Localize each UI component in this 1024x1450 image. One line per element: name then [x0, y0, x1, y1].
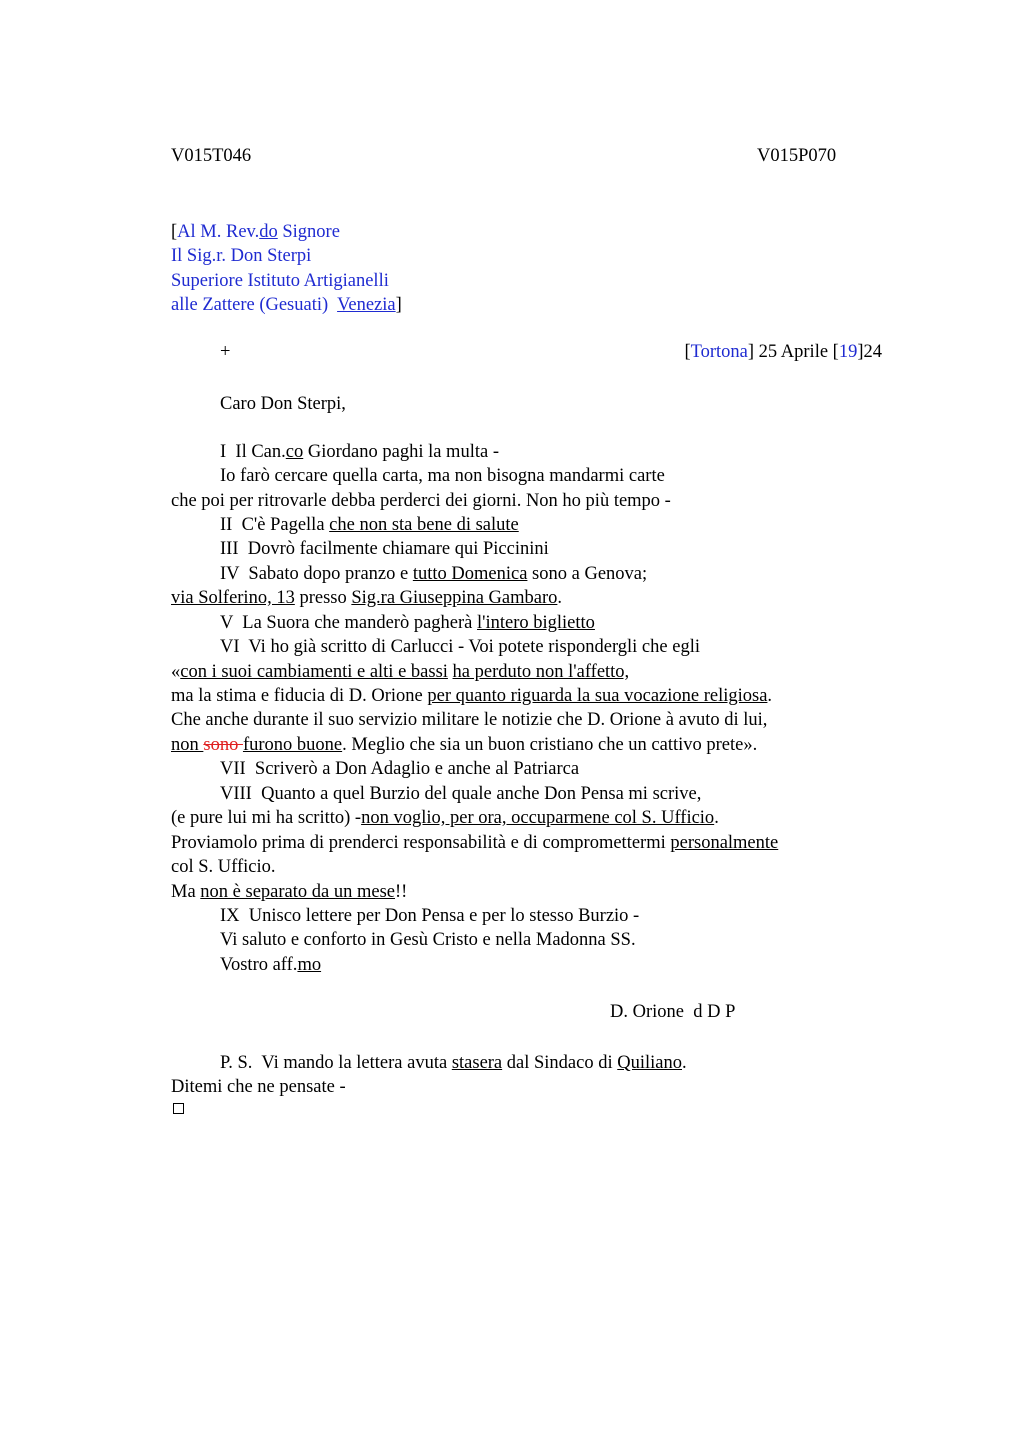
- body-line: V La Suora che manderò pagherà l'intero biglietto: [220, 613, 595, 633]
- body-line: VIII Quanto a quel Burzio del quale anche Don Pensa mi scrive,: [220, 784, 702, 804]
- signature: D. Orione d D P: [610, 1002, 736, 1022]
- body-line: VI Vi ho già scritto di Carlucci - Voi potete rispondergli che egli: [220, 637, 700, 657]
- body-line: col S. Ufficio.: [171, 857, 276, 877]
- closing-line: Vostro aff.mo: [220, 955, 322, 975]
- address-line-3: Superiore Istituto Artigianelli: [171, 271, 389, 291]
- cross-symbol: +: [220, 342, 231, 362]
- body-line: III Dovrò facilmente chiamare qui Piccinini: [220, 539, 549, 559]
- body-line: Vi saluto e conforto in Gesù Cristo e nella Madonna SS.: [220, 930, 636, 950]
- body-line: I Il Can.co Giordano paghi la multa -: [220, 442, 499, 462]
- body-line: non sono furono buone. Meglio che sia un buon cristiano che un cattivo prete».: [171, 735, 758, 755]
- body-line: Proviamolo prima di prenderci responsabilità e di compromettermi personalmente: [171, 833, 779, 853]
- struck-word: sono: [203, 735, 243, 755]
- body-line: (e pure lui mi ha scritto) -non voglio, per ora, occuparmene col S. Ufficio.: [171, 808, 719, 828]
- body-line: Io farò cercare quella carta, ma non bisogna mandarmi carte: [220, 466, 665, 486]
- body-line: ma la stima e fiducia di D. Orione per quanto riguarda la sua vocazione religiosa.: [171, 686, 773, 706]
- address-line-4: alle Zattere (Gesuati) Venezia]: [171, 295, 402, 315]
- body-line: Che anche durante il suo servizio militare le notizie che D. Orione à avuto di lui,: [171, 710, 768, 730]
- postscript-line: P. S. Vi mando la lettera avuta stasera dal Sindaco di Quiliano.: [220, 1053, 687, 1073]
- postscript-line: Ditemi che ne pensate -: [171, 1077, 346, 1097]
- body-line: Ma non è separato da un mese!!: [171, 882, 408, 902]
- body-line: «con i suoi cambiamenti e alti e bassi ha perduto non l'affetto,: [171, 662, 630, 682]
- document-code-left: V015T046: [171, 146, 252, 166]
- address-line-2: Il Sig.r. Don Sterpi: [171, 246, 312, 266]
- greeting: Caro Don Sterpi,: [220, 394, 346, 414]
- body-line: via Solferino, 13 presso Sig.ra Giuseppina Gambaro.: [171, 588, 563, 608]
- dateline: [Tortona] 25 Aprile [19]24: [684, 342, 882, 362]
- body-line: che poi per ritrovarle debba perderci dei giorni. Non ho più tempo -: [171, 491, 671, 511]
- body-line: IV Sabato dopo pranzo e tutto Domenica sono a Genova;: [220, 564, 648, 584]
- body-line: II C'è Pagella che non sta bene di salute: [220, 515, 519, 535]
- body-line: VII Scriverò a Don Adaglio e anche al Patriarca: [220, 759, 580, 779]
- end-marker-box-icon: [173, 1103, 184, 1114]
- address-line-1: [Al M. Rev.do Signore: [171, 222, 340, 242]
- body-line: IX Unisco lettere per Don Pensa e per lo stesso Burzio -: [220, 906, 640, 926]
- document-code-right: V015P070: [757, 146, 837, 166]
